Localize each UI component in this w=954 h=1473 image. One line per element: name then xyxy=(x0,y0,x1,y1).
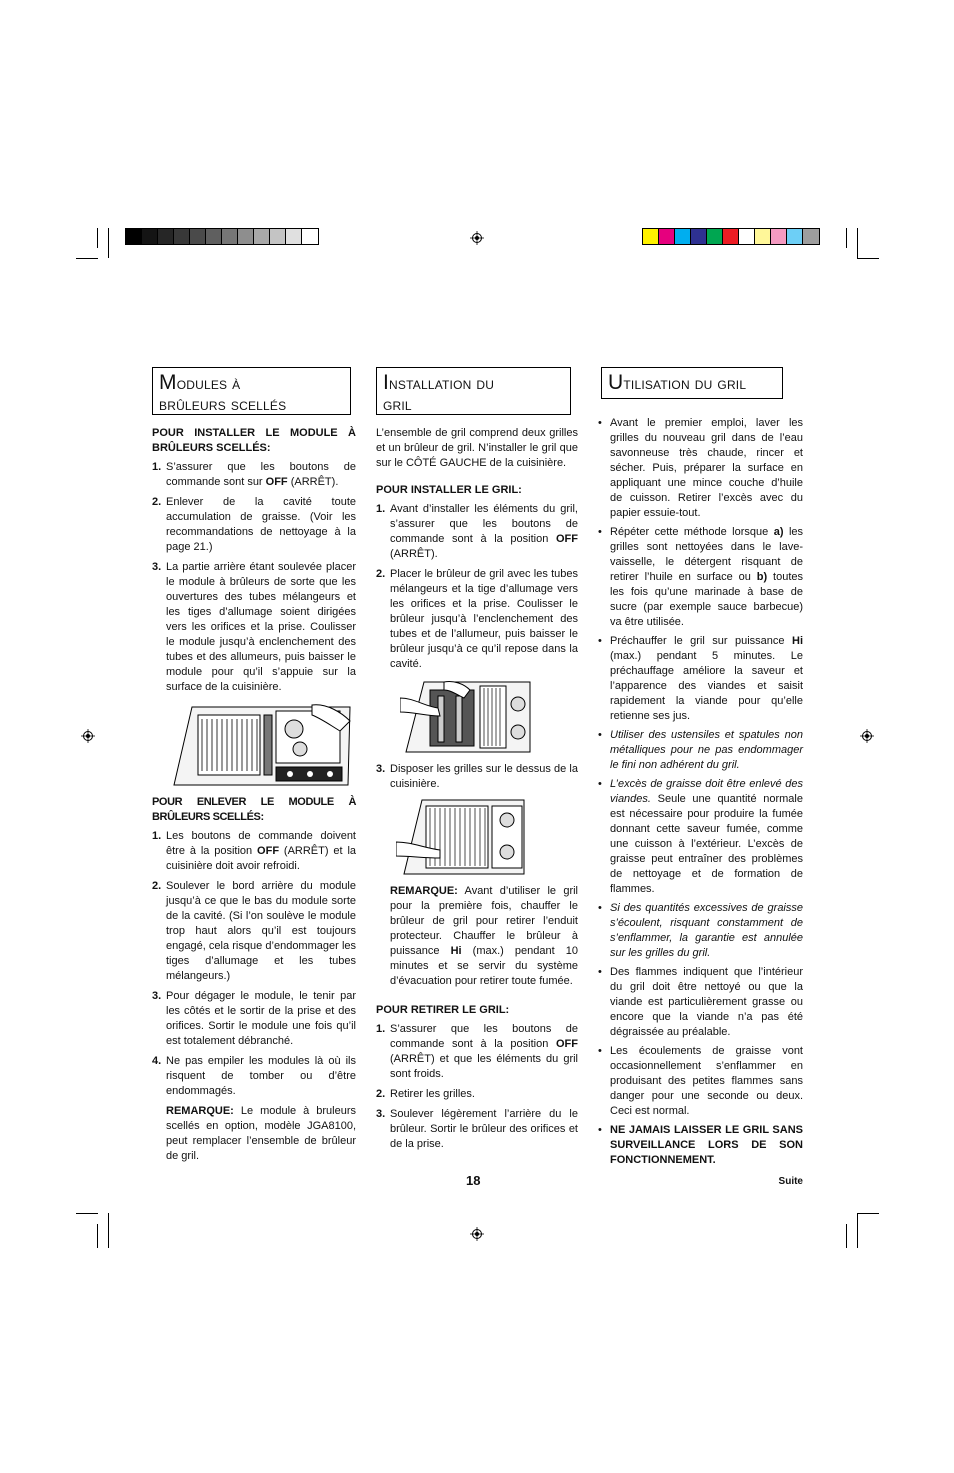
remove-grill-title: POUR RETIRER LE GRIL: xyxy=(376,1004,510,1016)
color-swatch xyxy=(803,229,819,244)
registration-mark-icon xyxy=(470,1227,484,1241)
column-modules xyxy=(152,426,356,1170)
list-item: • Répéter cette méthode lorsque a) les grilles sont nettoyées dans le lave-vaisselle, le détergent risquant de retirer l’huile en surface ou b) toutes les fois qu’une marinade à base de sucre (par exemple sauce barbecue) va être utilisée. xyxy=(598,526,804,628)
list-item: 3. Pour dégager le module, le tenir par les côtés et le sortir de la prise et des orifices. Sortir le module une fois qu’il est totalement débranché. xyxy=(152,990,356,1047)
registration-mark-icon xyxy=(860,729,874,743)
gray-swatch xyxy=(206,229,222,244)
list-item: • Préchauffer le gril sur puissance Hi (max.) pendant 5 minutes. Le préchauffage améliore la saveur et l’apparence des viandes et saisit rapidement la viande pour qu’elle retienne ses jus. xyxy=(598,635,803,722)
heading-modules-bruleurs: Modules à brûleurs scellés xyxy=(152,367,351,415)
gray-swatch xyxy=(238,229,254,244)
page-number: 18 xyxy=(466,1173,481,1188)
list-item: • Les écoulements de graisse vont occasionnellement s’enflammer en produisant des petites flammes sans danger pour une seconde ou deux. Ceci est normal. xyxy=(598,1045,803,1117)
gray-swatch xyxy=(174,229,190,244)
module-note: REMARQUE: Le module à bruleurs scellés en option, modèle JGA8100, peut remplacer l’ensemble de brûleur de gril. xyxy=(166,1105,356,1162)
gray-swatch xyxy=(254,229,270,244)
list-item: 3. La partie arrière étant soulevée placer le module à brûleurs de sorte que les ouvertures des tubes mélangeurs et les tiges d’allumage soient dirigées vers les orifices et la prise. Coulisser le module jusqu’à enclenchement des tubes et des allumeurs, puis baisser le module pour qu’il s’appuie sur la surface de la cuisinière. xyxy=(152,561,356,693)
list-item: • NE JAMAIS LAISSER LE GRIL SANS SURVEILLANCE LORS DE SON FONCTIONNEMENT. xyxy=(598,1124,803,1166)
remove-module-title: POUR ENLEVER LE MODULE À BRÛLEURS SCELLÉS: xyxy=(152,796,356,823)
color-swatch xyxy=(643,229,659,244)
gray-swatch xyxy=(302,229,318,244)
color-swatch xyxy=(723,229,739,244)
heading-installation-gril: Installation du gril xyxy=(376,367,571,415)
gray-swatch xyxy=(270,229,286,244)
list-item: 1. S’assurer que les boutons de commande sont à la position OFF (ARRÊT) et que les éléments du gril sont froids. xyxy=(376,1023,578,1080)
list-item: 2. Retirer les grilles. xyxy=(376,1088,475,1100)
list-item: 4. Ne pas empiler les modules là où ils risquent de tomber ou d’être endommagés. xyxy=(152,1055,356,1097)
color-swatch xyxy=(707,229,723,244)
list-item: • Avant le premier emploi, laver les grilles du nouveau gril dans de l’eau savonneuse très chaude, rincer et sécher. Puis, préparer la surface en appliquant une mince couche d’huile de cuisson. Retirer l’excès avec du papier essuie-tout. xyxy=(598,417,803,519)
gray-swatch xyxy=(222,229,238,244)
color-swatch xyxy=(659,229,675,244)
column-utilisation xyxy=(598,416,803,1189)
color-swatch xyxy=(755,229,771,244)
list-item: 1. Les boutons de commande doivent être à la position OFF (ARRÊT) et la cuisinière doit avoir refroidi. xyxy=(152,830,357,872)
gray-swatch xyxy=(158,229,174,244)
gray-calibration-bar xyxy=(125,228,319,245)
continued-label: Suite xyxy=(778,1176,803,1187)
list-item: • Si des quantités excessives de graisse s’écoulent, risquant constamment de s’enflammer, la garantie est annulée sur les grilles du gril. xyxy=(598,902,803,959)
color-swatch xyxy=(739,229,755,244)
list-item: • Des flammes indiquent que l’intérieur du gril doit être nettoyé ou que la viande est particulièrement grasse ou encore que la viande n’a pas été dégraissée au préalable. xyxy=(598,966,803,1038)
gray-swatch xyxy=(126,229,142,244)
burner-install-illustration xyxy=(400,678,532,754)
list-item: • Utiliser des ustensiles et spatules non métalliques pour ne pas endommager le fini non adhérent du gril. xyxy=(598,729,803,771)
color-swatch xyxy=(771,229,787,244)
list-item: 3. Disposer les grilles sur le dessus de la cuisinière. xyxy=(376,763,578,790)
install-module-title: POUR INSTALLER LE MODULE À BRÛLEURS SCELLÉS: xyxy=(152,427,356,454)
gray-swatch xyxy=(190,229,206,244)
color-swatch xyxy=(691,229,707,244)
list-item: 3. Soulever légèrement l’arrière du le brûleur. Sortir le brûleur des orifices et de la prise. xyxy=(376,1108,578,1150)
list-item: 1. Avant d’installer les éléments du gril, s’assurer que les boutons de commande sont à la position OFF (ARRÊT). xyxy=(376,503,578,560)
module-install-illustration xyxy=(172,701,352,787)
list-item: 2. Enlever de la cavité toute accumulation de graisse. (Voir les recommandations de nettoyage à la page 21.) xyxy=(152,496,356,553)
grates-install-illustration xyxy=(396,798,526,876)
intro-paragraph: L’ensemble de gril comprend deux grilles et un brûleur de gril. N’installer le gril que sur le CÔTÉ GAUCHE de la cuisinière. xyxy=(376,427,578,469)
column-installation xyxy=(376,426,578,1157)
color-swatch xyxy=(787,229,803,244)
list-item: 2. Placer le brûleur de gril avec les tubes mélangeurs et la tige d’allumage vers les orifices et la prise. Coulisser le brûleur jusqu’à l’enclenchement des tubes et de l’allumeur, puis baisser le brûleur jusqu’à ce qu’il repose dans la cavité. xyxy=(376,568,578,670)
list-item: 2. Soulever le bord arrière du module jusqu’à ce que le bas du module sorte de la cavité. (Si l’on soulève le module trop haut alors qu’il est toujours engagé, cela risque d’endommager les tiges d’allumage et les tubes mélangeurs.) xyxy=(152,880,356,982)
color-swatch xyxy=(675,229,691,244)
registration-mark-icon xyxy=(470,231,484,245)
grill-note: REMARQUE: Avant d’utiliser le gril pour la première fois, chauffer le brûleur de gril pour retirer l’enduit protecteur. Chauffer le brûleur à puissance Hi (max.) pendant 10 minutes et se servir du système d’évacuation pour retirer toute fumée. xyxy=(390,885,578,987)
install-grill-title: POUR INSTALLER LE GRIL: xyxy=(376,484,522,496)
heading-utilisation-gril: Utilisation du gril xyxy=(601,367,783,399)
gray-swatch xyxy=(286,229,302,244)
registration-mark-icon xyxy=(81,729,95,743)
color-calibration-bar xyxy=(642,228,820,245)
list-item: • L’excès de graisse doit être enlevé des viandes. Seule une quantité normale est nécessaire pour produire la fumée donnant cette saveur fumée, comme une cuisson à l’extérieur. L’excès de graisse peut entraîner des problèmes de nettoyage et de formation de flammes. xyxy=(598,778,803,895)
gray-swatch xyxy=(142,229,158,244)
list-item: 1. S’assurer que les boutons de commande sont sur OFF (ARRÊT). xyxy=(152,461,356,488)
